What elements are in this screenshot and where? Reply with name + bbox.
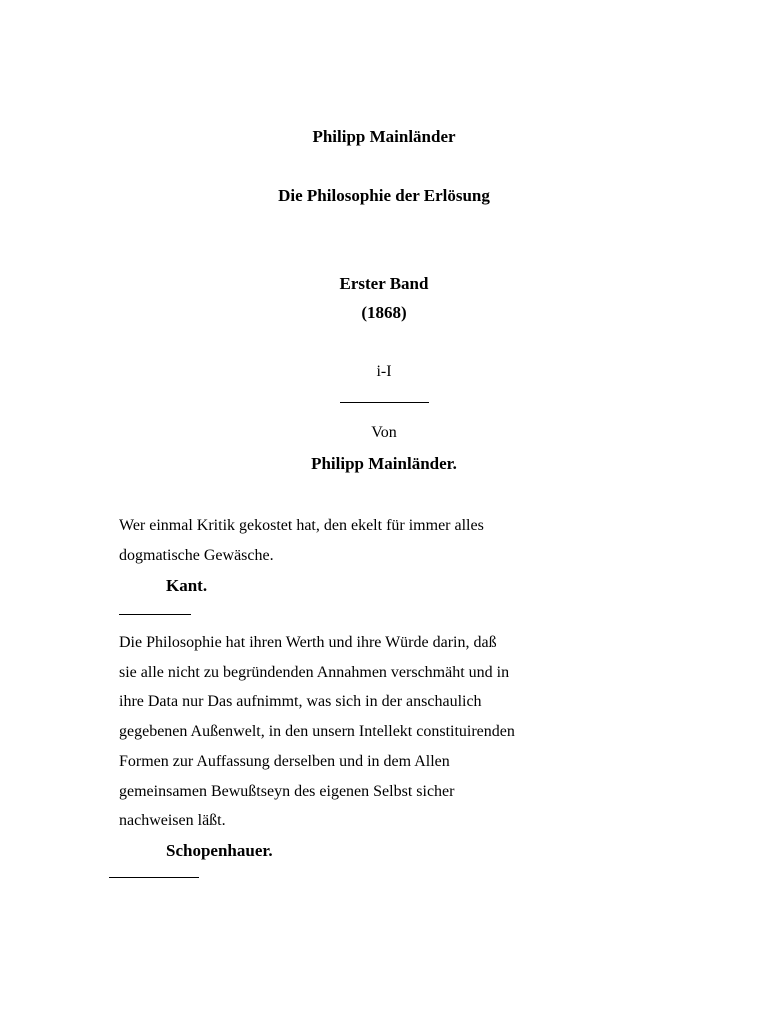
by-label: Von xyxy=(371,424,397,441)
year-label: (1868) xyxy=(361,303,407,322)
epigraph-2-line-6: gemeinsamen Bewußtseyn des eigenen Selbst sicher xyxy=(119,783,455,800)
epigraph-1-line-2: dogmatische Gewäsche. xyxy=(119,547,274,564)
epigraph-2-attribution: Schopenhauer. xyxy=(166,841,273,860)
epigraph-2-line-1: Die Philosophie hat ihren Werth und ihre Würde darin, daß xyxy=(119,634,497,651)
work-title: Die Philosophie der Erlösung xyxy=(278,186,490,205)
page-marker: i-I xyxy=(376,363,392,380)
epigraph-2-rule xyxy=(109,877,199,878)
center-rule xyxy=(340,402,429,403)
epigraph-2-line-3: ihre Data nur Das aufnimmt, was sich in der anschaulich xyxy=(119,693,482,710)
epigraph-2-line-2: sie alle nicht zu begründenden Annahmen verschmäht und in xyxy=(119,664,510,681)
epigraph-2-line-5: Formen zur Auffassung derselben und in dem Allen xyxy=(119,753,450,770)
epigraph-2-line-4: gegebenen Außenwelt, in den unsern Intellekt constituirenden xyxy=(119,723,515,740)
volume-label: Erster Band xyxy=(339,274,429,293)
by-author: Philipp Mainländer. xyxy=(311,454,457,473)
epigraph-2-line-7: nachweisen läßt. xyxy=(119,812,226,829)
epigraph-1-line-1: Wer einmal Kritik gekostet hat, den ekelt für immer alles xyxy=(119,517,484,534)
epigraph-1-rule xyxy=(119,614,191,615)
author-heading: Philipp Mainländer xyxy=(312,127,456,146)
epigraph-1-attribution: Kant. xyxy=(166,576,208,595)
